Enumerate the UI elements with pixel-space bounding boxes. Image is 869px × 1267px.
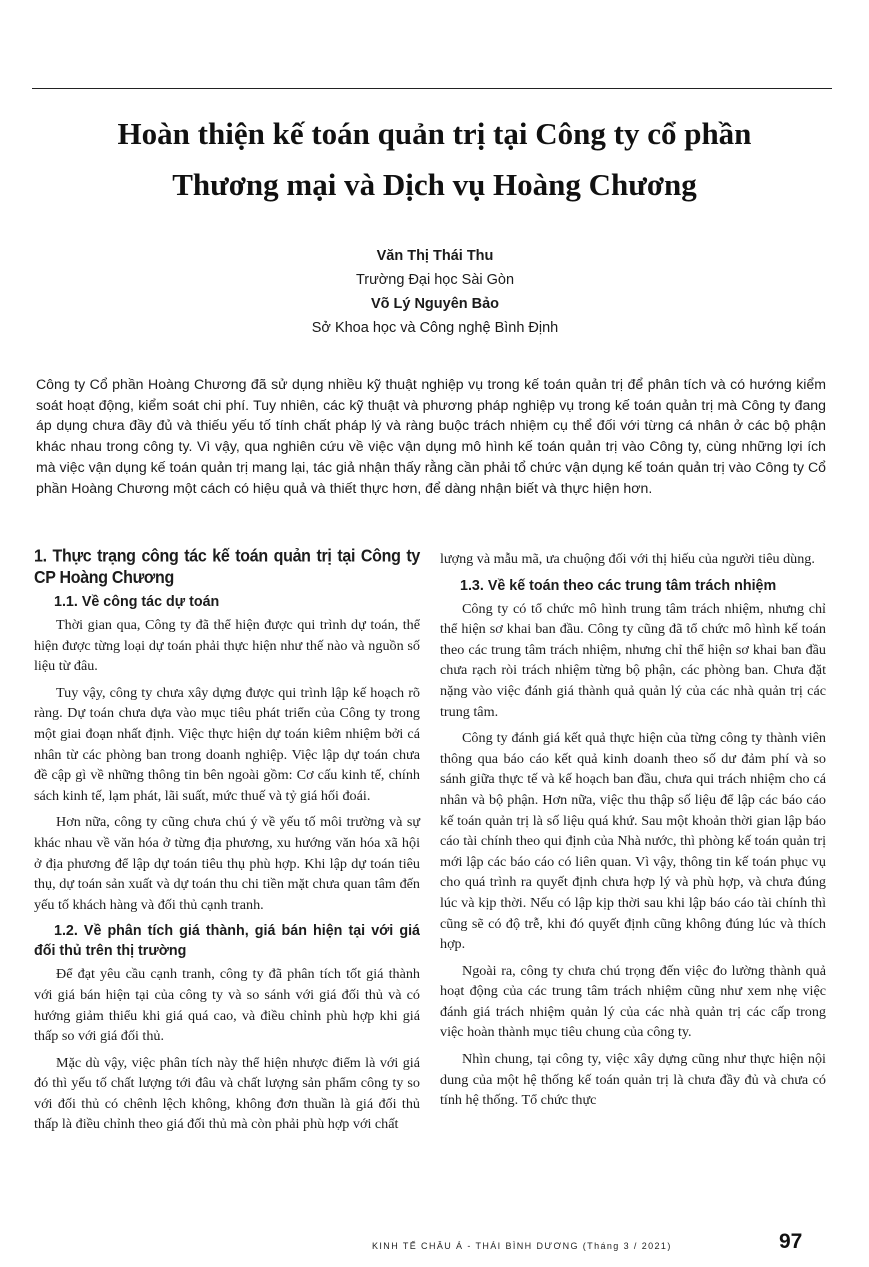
subsection-1-3-heading: 1.3. Về kế toán theo các trung tâm trách nhiệm	[460, 577, 777, 594]
paragraph: Công ty có tổ chức mô hình trung tâm trách nhiệm, nhưng chỉ thể hiện sơ khai ban đầu. Công ty cũng đã tổ chức mô hình kế toán theo các trung tâm trách nhiệm, nhưng chỉ thể hiện sơ khai ban đầu chưa rạch ròi trách nhiệm từng bộ phận, các phòng ban. Chưa đặt nặng vào việc đánh giá thành quả quản lý của các nhà quản trị các trung tâm.	[440, 600, 826, 720]
author-2-affiliation: Sở Khoa học và Công nghệ Bình Định	[311, 320, 559, 336]
paragraph: Thời gian qua, Công ty đã thể hiện được qui trình dự toán, thể hiện được từng loại dự toán phải thực hiện như thế nào và nguồn số liệu từ đâu.	[34, 617, 420, 675]
abstract: Công ty Cổ phần Hoàng Chương đã sử dụng nhiều kỹ thuật nghiệp vụ trong kế toán quản trị để phân tích và có hướng kiểm soát hoạt động, kiểm soát chi phí. Tuy nhiên, các kỹ thuật và phương pháp nghiệp vụ trong kế toán quản trị mà Công ty đang áp dụng chưa đầy đủ và thiếu yếu tố tính chất pháp lý và ràng buộc trách nhiệm cụ thể đối với từng cá nhân ở các bộ phận khác nhau trong công ty. Vì vậy, qua nghiên cứu về việc vận dụng mô hình kế toán quản trị vào Công ty, cùng những lợi ích mà việc vận dụng kế toán quản trị mang lại, tác giả nhận thấy rằng cần phải tổ chức vận dụng kế toán quản trị vào Công ty Cổ phần Hoàng Chương một cách có hiệu quả và thiết thực hơn, để dàng nhận biết và thực hiện hơn.	[36, 376, 826, 496]
page-number: 97	[779, 1230, 803, 1253]
title-line-2: Thương mại và Dịch vụ Hoàng Chương	[172, 167, 697, 202]
paragraph: Để đạt yêu cầu cạnh tranh, công ty đã phân tích tốt giá thành với giá bán hiện tại của công ty và so sánh với giá đối thủ và có hướng giảm thiểu khi giá quá cao, và điều chỉnh phù hợp khi giá thấp so với giá đối thủ.	[34, 966, 420, 1045]
top-rule	[32, 88, 832, 89]
right-column	[440, 549, 826, 1117]
subsection-1-2-heading: 1.2. Về phân tích giá thành, giá bán hiện tại với giá đối thủ trên thị trường	[34, 923, 420, 960]
paragraph: Tuy vậy, công ty chưa xây dựng được qui trình lập kế hoạch rõ ràng. Dự toán chưa dựa vào mục tiêu phát triển của Công ty trong một giai đoạn nhất định. Việc thực hiện dự toán kiêm nhiệm bởi cá nhân từ các phòng ban trong doanh nghiệp. Việc lập dự toán chưa đề cập gì về những thông tin bên ngoài gồm: Cơ cấu kinh tế, chính sách kinh tế, lạm phát, lãi suất, mức thuế và tỷ giá hối đoái.	[34, 684, 420, 804]
author-1-name: Văn Thị Thái Thu	[376, 248, 494, 264]
paragraph: Mặc dù vậy, việc phân tích này thể hiện nhược điểm là với giá đó thì yếu tố chất lượng tới đâu và chất lượng sản phẩm công ty so với đối thủ có chênh lệch không, không đơn thuần là giá đối thủ thấp là điều chỉnh theo giá đối thủ mà còn phải phù hợp với chất	[34, 1054, 420, 1133]
paragraph: Hơn nữa, công ty cũng chưa chú ý về yếu tố môi trường và sự khác nhau về văn hóa ở từng địa phương, xu hướng văn hóa xã hội ở địa phương để lập dự toán tiêu thụ phù hợp. Khi lập dự toán tiêu thụ, dự toán sản xuất và dự toán thu chi tiền mặt chưa quan tâm đến yếu tố khách hàng và đối thủ cạnh tranh.	[34, 814, 420, 913]
subsection-1-1-heading: 1.1. Về công tác dự toán	[54, 594, 220, 610]
paragraph-continued: lượng và mẫu mã, ưa chuộng đối với thị hiếu của người tiêu dùng.	[440, 551, 815, 567]
page-footer	[0, 1230, 869, 1258]
author-1-affiliation: Trường Đại học Sài Gòn	[355, 272, 515, 288]
author-2-name: Võ Lý Nguyên Bảo	[370, 296, 500, 312]
author-block	[120, 244, 750, 340]
journal-name: KINH TẾ CHÂU Á - THÁI BÌNH DƯƠNG (Tháng 3 / 2021)	[372, 1241, 672, 1251]
paragraph: Nhìn chung, tại công ty, việc xây dựng cũng như thực hiện nội dung của một hệ thống kế toán quản trị là chưa đầy đủ và chưa có tính hệ thống. Tổ chức thực	[440, 1051, 826, 1109]
title-line-1: Hoàn thiện kế toán quản trị tại Công ty cổ phần	[117, 116, 752, 151]
paragraph: Công ty đánh giá kết quả thực hiện của từng công ty thành viên thông qua báo cáo kết quả kinh doanh theo số dư đảm phí và so sánh giữa thực tế và kế hoạch ban đầu, chưa qui trách nhiệm cho cá nhân và bộ phận. Hơn nữa, việc thu thập số liệu để lập các báo cáo kế toán quản trị là số liệu quá khứ. Sau một khoản thời gian lập báo cáo tài chính theo qui định của Nhà nước, thì phòng kế toán quản trị mới lập các báo cáo có liên quan. Vì vậy, thông tin kế toán phục vụ cho quá trình ra quyết định chưa hợp lý và phù hợp, và chưa đúng lúc và kịp thời. Nếu có lập kịp thời sau khi lập báo cáo tài chính thì cũng sẽ có độ trễ, khi đó quyết định cũng không đúng lúc và thích hợp.	[440, 730, 826, 953]
paragraph: Ngoài ra, công ty chưa chú trọng đến việc đo lường thành quả hoạt động của các trung tâm trách nhiệm cũng như xem nhẹ việc đánh giá trách nhiệm quản lý của các nhà quản trị các cấp trong việc hoàn thành mục tiêu chung của công ty.	[440, 962, 826, 1041]
article-title	[40, 108, 829, 210]
section-1-heading: 1. Thực trạng công tác kế toán quản trị tại Công ty CP Hoàng Chương	[34, 547, 420, 588]
left-column	[34, 548, 420, 1141]
